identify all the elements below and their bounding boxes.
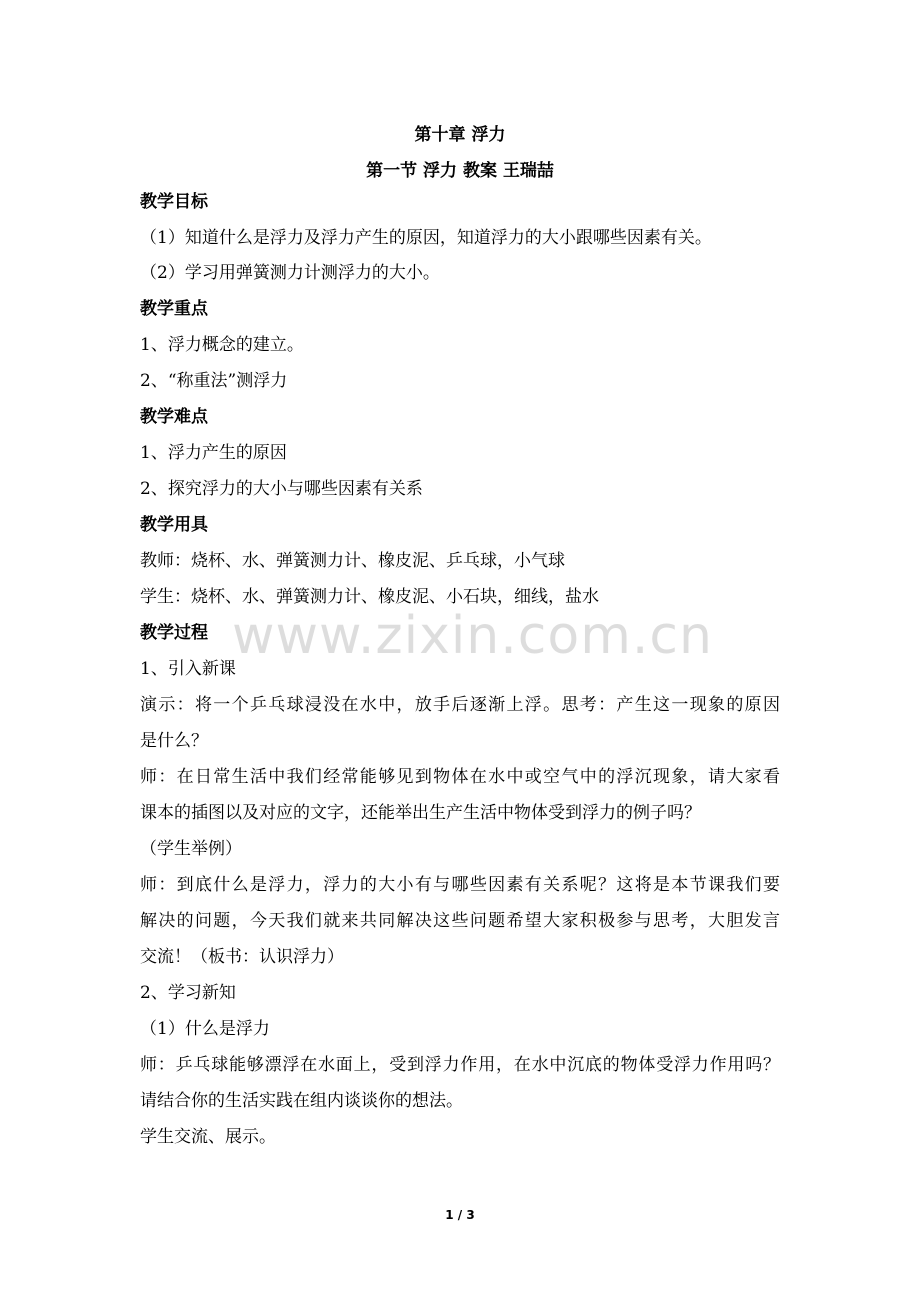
key-point-2: 2、“称重法”测浮力 <box>140 371 288 391</box>
students-example: （学生举例） <box>140 839 242 859</box>
demo-line-2: 是什么？ <box>140 731 208 751</box>
teacher-3-line-2: 请结合你的生活实践在组内谈谈你的想法。 <box>140 1091 463 1111</box>
difficulty-2: 2、探究浮力的大小与哪些因素有关系 <box>140 479 423 499</box>
teacher-2-line-2: 解决的问题，今天我们就来共同解决这些问题希望大家积极参与思考，大胆发言 <box>140 911 780 931</box>
tools-teacher: 教师：烧杯、水、弹簧测力计、橡皮泥、乒乓球，小气球 <box>140 551 565 571</box>
page-number: 1 / 3 <box>445 1208 475 1222</box>
goal-1: （1）知道什么是浮力及浮力产生的原因，知道浮力的大小跟哪些因素有关。 <box>140 228 712 248</box>
heading-key-points: 教学重点 <box>140 299 208 319</box>
teacher-1-line-2: 课本的插图以及对应的文字，还能举出生产生活中物体受到浮力的例子吗？ <box>140 803 701 823</box>
heading-goals: 教学目标 <box>140 192 208 212</box>
teacher-2-line-1: 师：到底什么是浮力，浮力的大小有与哪些因素有关系呢？这将是本节课我们要 <box>140 875 780 895</box>
difficulty-1: 1、浮力产生的原因 <box>140 443 287 463</box>
heading-difficulties: 教学难点 <box>140 407 208 427</box>
teacher-1-line-1: 师：在日常生活中我们经常能够见到物体在水中或空气中的浮沉现象，请大家看 <box>140 767 780 787</box>
teacher-3-line-1: 师：乒乓球能够漂浮在水面上，受到浮力作用，在水中沉底的物体受浮力作用吗？ <box>140 1055 780 1075</box>
students-exchange: 学生交流、展示。 <box>140 1127 276 1147</box>
watermark: www.zixin.com.cn <box>232 606 713 666</box>
heading-process: 教学过程 <box>140 623 208 643</box>
demo-line-1: 演示：将一个乒乓球浸没在水中，放手后逐渐上浮。思考：产生这一现象的原因 <box>140 695 780 715</box>
sub-1: （1）什么是浮力 <box>140 1019 270 1039</box>
section-title: 第一节 浮力 教案 王瑞喆 <box>366 161 554 181</box>
heading-tools: 教学用具 <box>140 515 208 535</box>
chapter-title: 第十章 浮力 <box>414 125 506 145</box>
step-1: 1、引入新课 <box>140 659 236 679</box>
tools-student: 学生：烧杯、水、弹簧测力计、橡皮泥、小石块，细线，盐水 <box>140 587 599 607</box>
goal-2: （2）学习用弹簧测力计测浮力的大小。 <box>140 263 440 283</box>
teacher-2-line-3: 交流！（板书：认识浮力） <box>140 947 344 967</box>
key-point-1: 1、浮力概念的建立。 <box>140 335 304 355</box>
step-2: 2、学习新知 <box>140 983 236 1003</box>
